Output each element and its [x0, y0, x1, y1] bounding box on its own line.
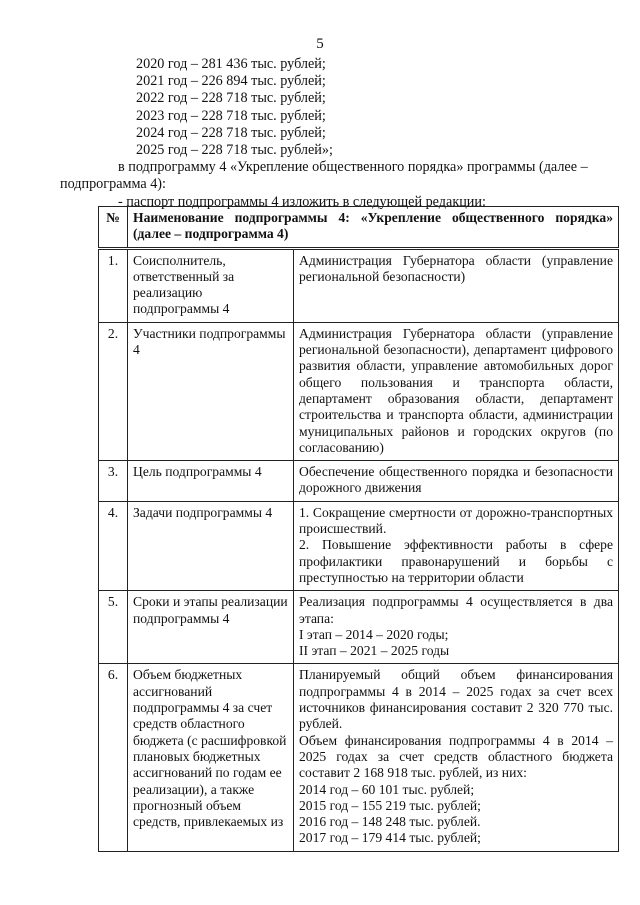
row-value	[294, 664, 619, 851]
table-row	[99, 248, 619, 322]
table-row	[99, 461, 619, 502]
stage-line: I этап – 2014 – 2020 годы;	[299, 626, 449, 642]
row-label: Цель подпрограммы 4	[128, 461, 294, 502]
table-row	[99, 501, 619, 590]
funding-line: Планируемый общий объем финансирования подпрограммы 4 в 2014 – 2025 годах за счет всех источников финансирования составит 2 320 770 тыс. рублей.	[299, 667, 613, 732]
amendment-paragraph-cont: подпрограмма 4):	[60, 176, 166, 193]
stage-line: II этап – 2021 – 2025 годы	[299, 643, 450, 659]
row-label: Участники подпрограммы 4	[128, 322, 294, 460]
row-number: 5.	[99, 591, 128, 664]
row-value: Обеспечение общественного порядка и безопасности дорожного движения	[294, 461, 619, 502]
funding-line: 2014 год – 60 101 тыс. рублей;	[299, 781, 475, 797]
row-value: Администрация Губернатора области (управление региональной безопасности), департамент цифрового развития области, управление автомобильных дорог общего пользования и транспорта области, департамент образования области, департамент строительства и транспорта области, администрации муниципальных районов и городских округов (по согласованию)	[294, 322, 619, 460]
year-line: 2020 год – 281 436 тыс. рублей;	[136, 56, 326, 72]
row-number: 3.	[99, 461, 128, 502]
stage-line: Реализация подпрограммы 4 осуществляется в два этапа:	[299, 594, 613, 626]
year-line: 2025 год – 228 718 тыс. рублей»;	[136, 142, 333, 159]
row-value	[294, 591, 619, 664]
funding-line: 2015 год – 155 219 тыс. рублей;	[299, 797, 481, 813]
passport-table	[98, 206, 619, 852]
row-value	[294, 501, 619, 590]
page-number: 5	[316, 36, 324, 52]
table-row	[99, 322, 619, 460]
amendment-paragraph: в подпрограмму 4 «Укрепление общественного порядка» программы (далее –	[118, 159, 588, 176]
row-label: Сроки и этапы реализации подпрограммы 4	[128, 591, 294, 664]
funding-line: 2017 год – 179 414 тыс. рублей;	[299, 830, 481, 846]
header-number: №	[99, 207, 128, 249]
year-line: 2021 год – 226 894 тыс. рублей;	[136, 73, 326, 90]
year-line: 2022 год – 228 718 тыс. рублей;	[136, 90, 326, 107]
row-number: 2.	[99, 322, 128, 460]
year-line: 2024 год – 228 718 тыс. рублей;	[136, 124, 326, 141]
row-label: Объем бюджетных ассигнований подпрограммы 4 за счет средств областного бюджета (с расшифровкой плановых бюджетных ассигнований по годам ее реализации), а также прогнозный объем средств, привлекаемых из	[128, 664, 294, 851]
table-header-row	[99, 207, 619, 249]
task-line: 1. Сокращение смертности от дорожно-транспортных происшествий.	[299, 504, 613, 537]
intro-text	[60, 56, 618, 211]
row-label: Задачи подпрограммы 4	[128, 501, 294, 590]
table-row	[99, 664, 619, 851]
task-line: 2. Повышение эффективности работы в сфере профилактики правонарушений и борьбы с преступностью на территории области	[299, 537, 613, 585]
header-title: Наименование подпрограммы 4: «Укрепление общественного порядка» (далее – подпрограмма 4)	[128, 207, 619, 249]
row-number: 6.	[99, 664, 128, 851]
row-number: 1.	[99, 248, 128, 322]
funding-line: Объем финансирования подпрограммы 4 в 2014 – 2025 годах за счет средств областного бюджета составит 2 168 918 тыс. рублей, из них:	[299, 732, 613, 781]
passport-instruction: - паспорт подпрограммы 4 изложить в следующей редакции:	[118, 193, 486, 210]
funding-line: 2016 год – 148 248 тыс. рублей.	[299, 814, 481, 830]
table-row	[99, 591, 619, 664]
row-value: Администрация Губернатора области (управление региональной безопасности)	[294, 248, 619, 322]
row-label: Соисполнитель, ответственный за реализацию подпрограммы 4	[128, 248, 294, 322]
year-line: 2023 год – 228 718 тыс. рублей;	[136, 107, 326, 124]
row-number: 4.	[99, 501, 128, 590]
